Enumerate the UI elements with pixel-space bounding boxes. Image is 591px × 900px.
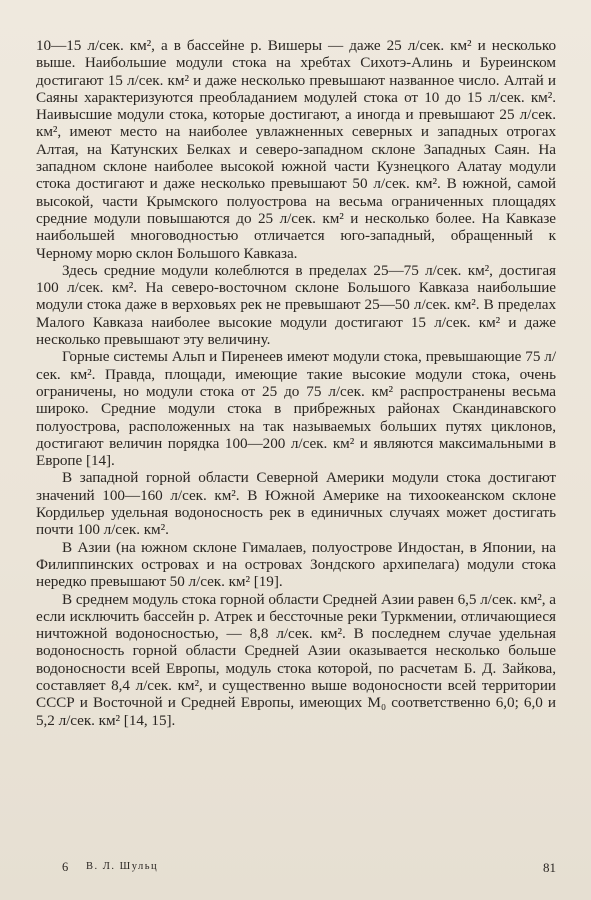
page-footer: [36, 860, 556, 880]
paragraph-3: Горные системы Альп и Пиренеев имеют модули стока, превышающие 75 л/сек. км². Правда, площади, имеющие такие высокие модули стока, очень ограничены, но модули стока от 25 до 75 л/сек. км² распространены весьма широко. Средние модули стока в прибрежных районах Скандинавского полуострова, расположенных на так называемых больших путях циклонов, достигают величин порядка 100—200 л/сек. км² и являются максимальными в Европе [14].: [36, 348, 556, 470]
body-text: [36, 37, 556, 729]
paragraph-6: В среднем модуль стока горной области Средней Азии равен 6,5 л/сек. км², а если исключить бассейн р. Атрек и бессточные реки Туркмении, отличающиеся ничтожной водоносностью, — 8,8 л/сек. км². В последнем случае удельная водоносность горной области Средней Азии оказывается несколько больше водоносности всей Европы, модуль стока которой, по расчетам Б. Д. Зайкова, составляет 8,4 л/сек. км², и существенно выше водоносности всей территории СССР и Восточной и Средней Европы, имеющих M₀ соответственно 6,0; 6,0 и 5,2 л/сек. км² [14, 15].: [36, 590, 556, 729]
page-number: 81: [543, 860, 556, 875]
paragraph-1: 10—15 л/сек. км², а в бассейне р. Вишеры — даже 25 л/сек. км² и несколько выше. Наибольшие модули стока на хребтах Сихотэ-Алинь и Буреинском достигают 15 л/сек. км² и даже несколько превышают названное число. Алтай и Саяны характеризуются преобладанием модулей стока от 10 до 15 л/сек. км². Наивысшие модули стока, которые достигают, а иногда и превышают 25 л/сек. км², имеют место на наиболее увлажненных северных и западных отрогах Алтая, на Катунских Белках и северо-западном склоне Западных Саян. На западном склоне наиболее высокой южной части Кузнецкого Алатау модули стока достигают и даже несколько превышают 50 л/сек. км². В южной, самой высокой, части Крымского полуострова на весьма ограниченных площадях средние модули повышаются до 25 л/сек. км² и несколько более. На Кавказе наибольшей многоводностью отличается юго-западный, обращенный к Черному морю склон Большого Кавказа.: [36, 37, 556, 262]
paragraph-4: В западной горной области Северной Америки модули стока достигают значений 100—160 л/сек. км². В Южной Америке на тихоокеанском склоне Кордильер удельная водоносность рек в единичных случаях может достигать почти 100 л/сек. км².: [36, 469, 556, 539]
paragraph-2: Здесь средние модули колеблются в пределах 25—75 л/сек. км², достигая 100 л/сек. км². На северо-восточном склоне Большого Кавказа наибольшие модули стока даже в верховьях рек не превышают 25—50 л/сек. км². В пределах Малого Кавказа наиболее высокие модули достигают 15 л/сек. км² и даже несколько превышают эту величину.: [36, 261, 556, 349]
signature-number: 6: [62, 860, 69, 874]
signature-author: В. Л. Шульц: [86, 861, 159, 872]
paragraph-5: В Азии (на южном склоне Гималаев, полуострове Индостан, в Японии, на Филиппинских островах и на островах Зондского архипелага) модули стока нередко превышают 50 л/сек. км² [19].: [36, 538, 556, 591]
